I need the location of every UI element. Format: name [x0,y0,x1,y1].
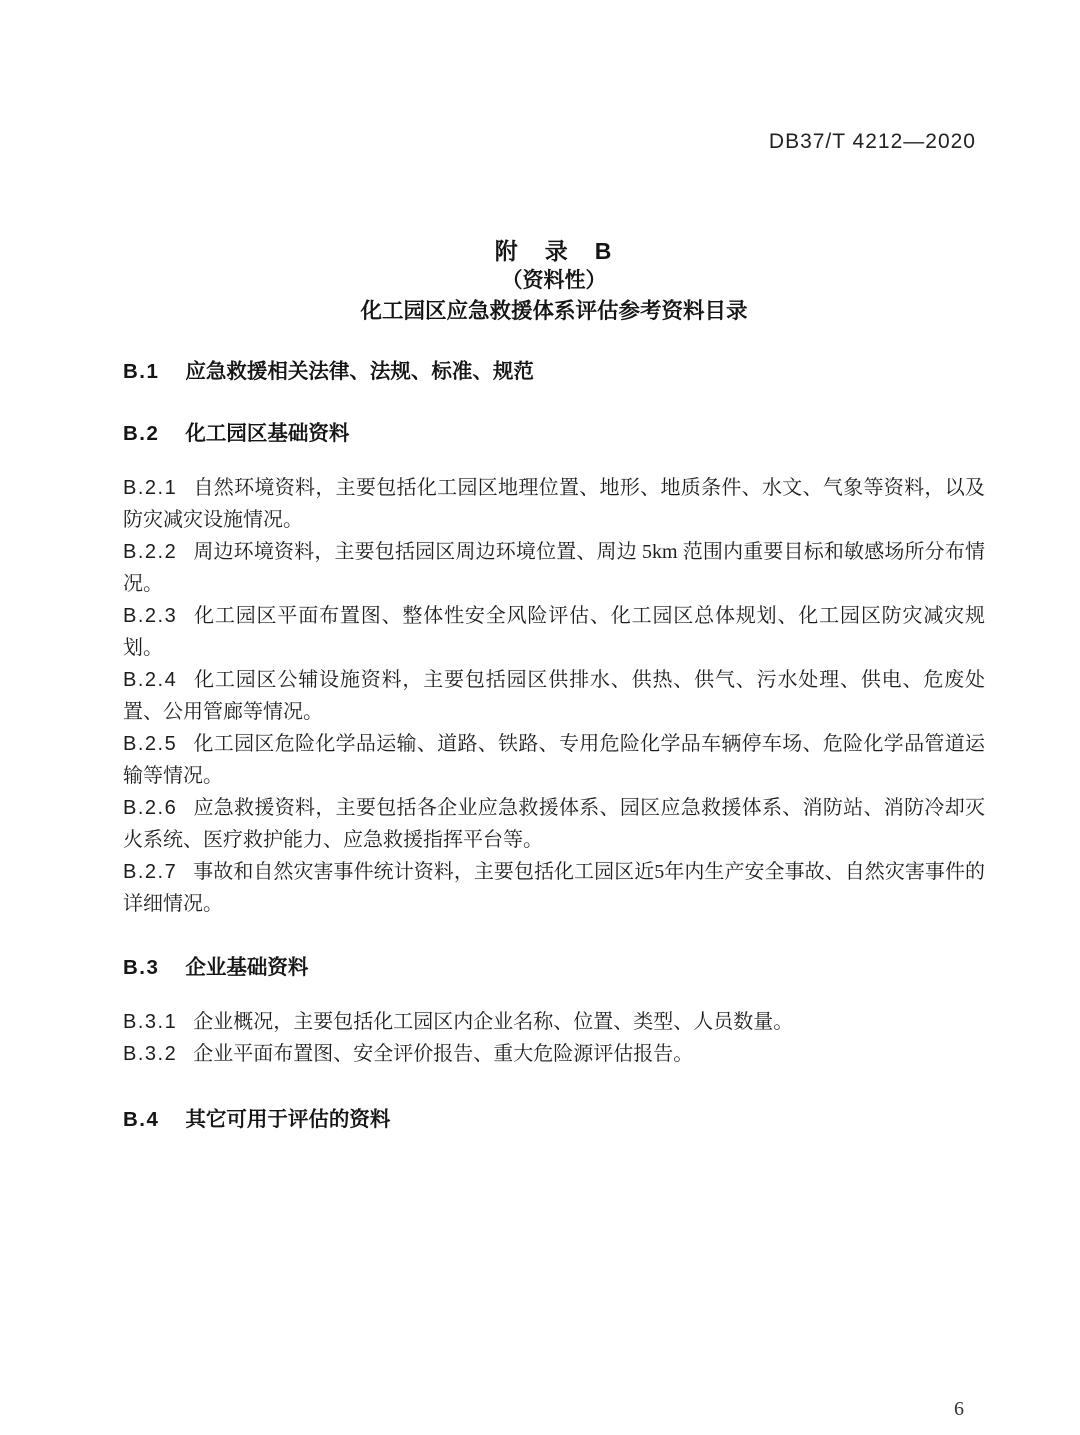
clause-text: 化工园区公辅设施资料，主要包括园区供排水、供热、供气、污水处理、供电、危废处置、公用管廊等情况。 [123,669,985,723]
clause-b2-3 [123,600,985,664]
clause-b2-6 [123,792,985,856]
appendix-label: 附 录 B [494,238,614,264]
clause-b3-1 [123,1006,985,1038]
clause-text: 周边环境资料，主要包括园区周边环境位置、周边 5km 范围内重要目标和敏感场所分布情况。 [123,541,985,595]
section-heading-b1 [123,360,985,384]
clause-number: B.2.1 [123,477,178,499]
clause-number: B.3.2 [123,1043,178,1065]
clause-number: B.2.6 [123,797,178,819]
clause-text: 事故和自然灾害事件统计资料，主要包括化工园区近5年内生产安全事故、自然灾害事件的详细情况。 [123,861,985,915]
clause-b2-4 [123,664,985,728]
clause-text: 应急救援资料，主要包括各企业应急救援体系、园区应急救援体系、消防站、消防冷却灭火系统、医疗救护能力、应急救援指挥平台等。 [123,797,985,851]
section-b2-clauses [123,472,985,920]
section-heading-b3 [123,956,985,980]
clause-number: B.2.5 [123,733,178,755]
clause-b2-5 [123,728,985,792]
clause-number: B.2.7 [123,861,178,883]
clause-number: B.3.1 [123,1011,178,1033]
page-content [123,0,985,1132]
section-title: 化工园区基础资料 [185,422,350,445]
clause-b2-2 [123,536,985,600]
section-title: 其它可用于评估的资料 [185,1108,391,1131]
section-number: B.3 [123,956,160,979]
section-title: 企业基础资料 [185,956,309,979]
clause-text: 企业概况，主要包括化工园区内企业名称、位置、类型、人员数量。 [193,1011,794,1033]
section-b3-clauses [123,1006,985,1070]
appendix-title-block [123,236,985,326]
section-heading-b4 [123,1108,985,1132]
clause-number: B.2.4 [123,669,178,691]
clause-text: 化工园区危险化学品运输、道路、铁路、专用危险化学品车辆停车场、危险化学品管道运输等情况。 [123,733,985,787]
section-title: 应急救援相关法律、法规、标准、规范 [185,360,534,383]
clause-number: B.2.3 [123,605,178,627]
clause-text: 企业平面布置图、安全评价报告、重大危险源评估报告。 [193,1043,694,1065]
standard-code: DB37/T 4212—2020 [768,130,976,153]
page-number: 6 [954,1398,964,1420]
appendix-type-note: （资料性） [501,269,607,292]
clause-b2-7 [123,856,985,920]
section-number: B.4 [123,1108,160,1131]
section-heading-b2 [123,422,985,446]
clause-number: B.2.2 [123,541,178,563]
appendix-subject-title: 化工园区应急救援体系评估参考资料目录 [360,299,748,323]
clause-b2-1 [123,472,985,536]
clause-text: 化工园区平面布置图、整体性安全风险评估、化工园区总体规划、化工园区防灾减灾规划。 [123,605,985,659]
section-number: B.2 [123,422,160,445]
clause-b3-2 [123,1038,985,1070]
section-number: B.1 [123,360,160,383]
clause-text: 自然环境资料，主要包括化工园区地理位置、地形、地质条件、水文、气象等资料，以及防灾减灾设施情况。 [123,477,985,531]
